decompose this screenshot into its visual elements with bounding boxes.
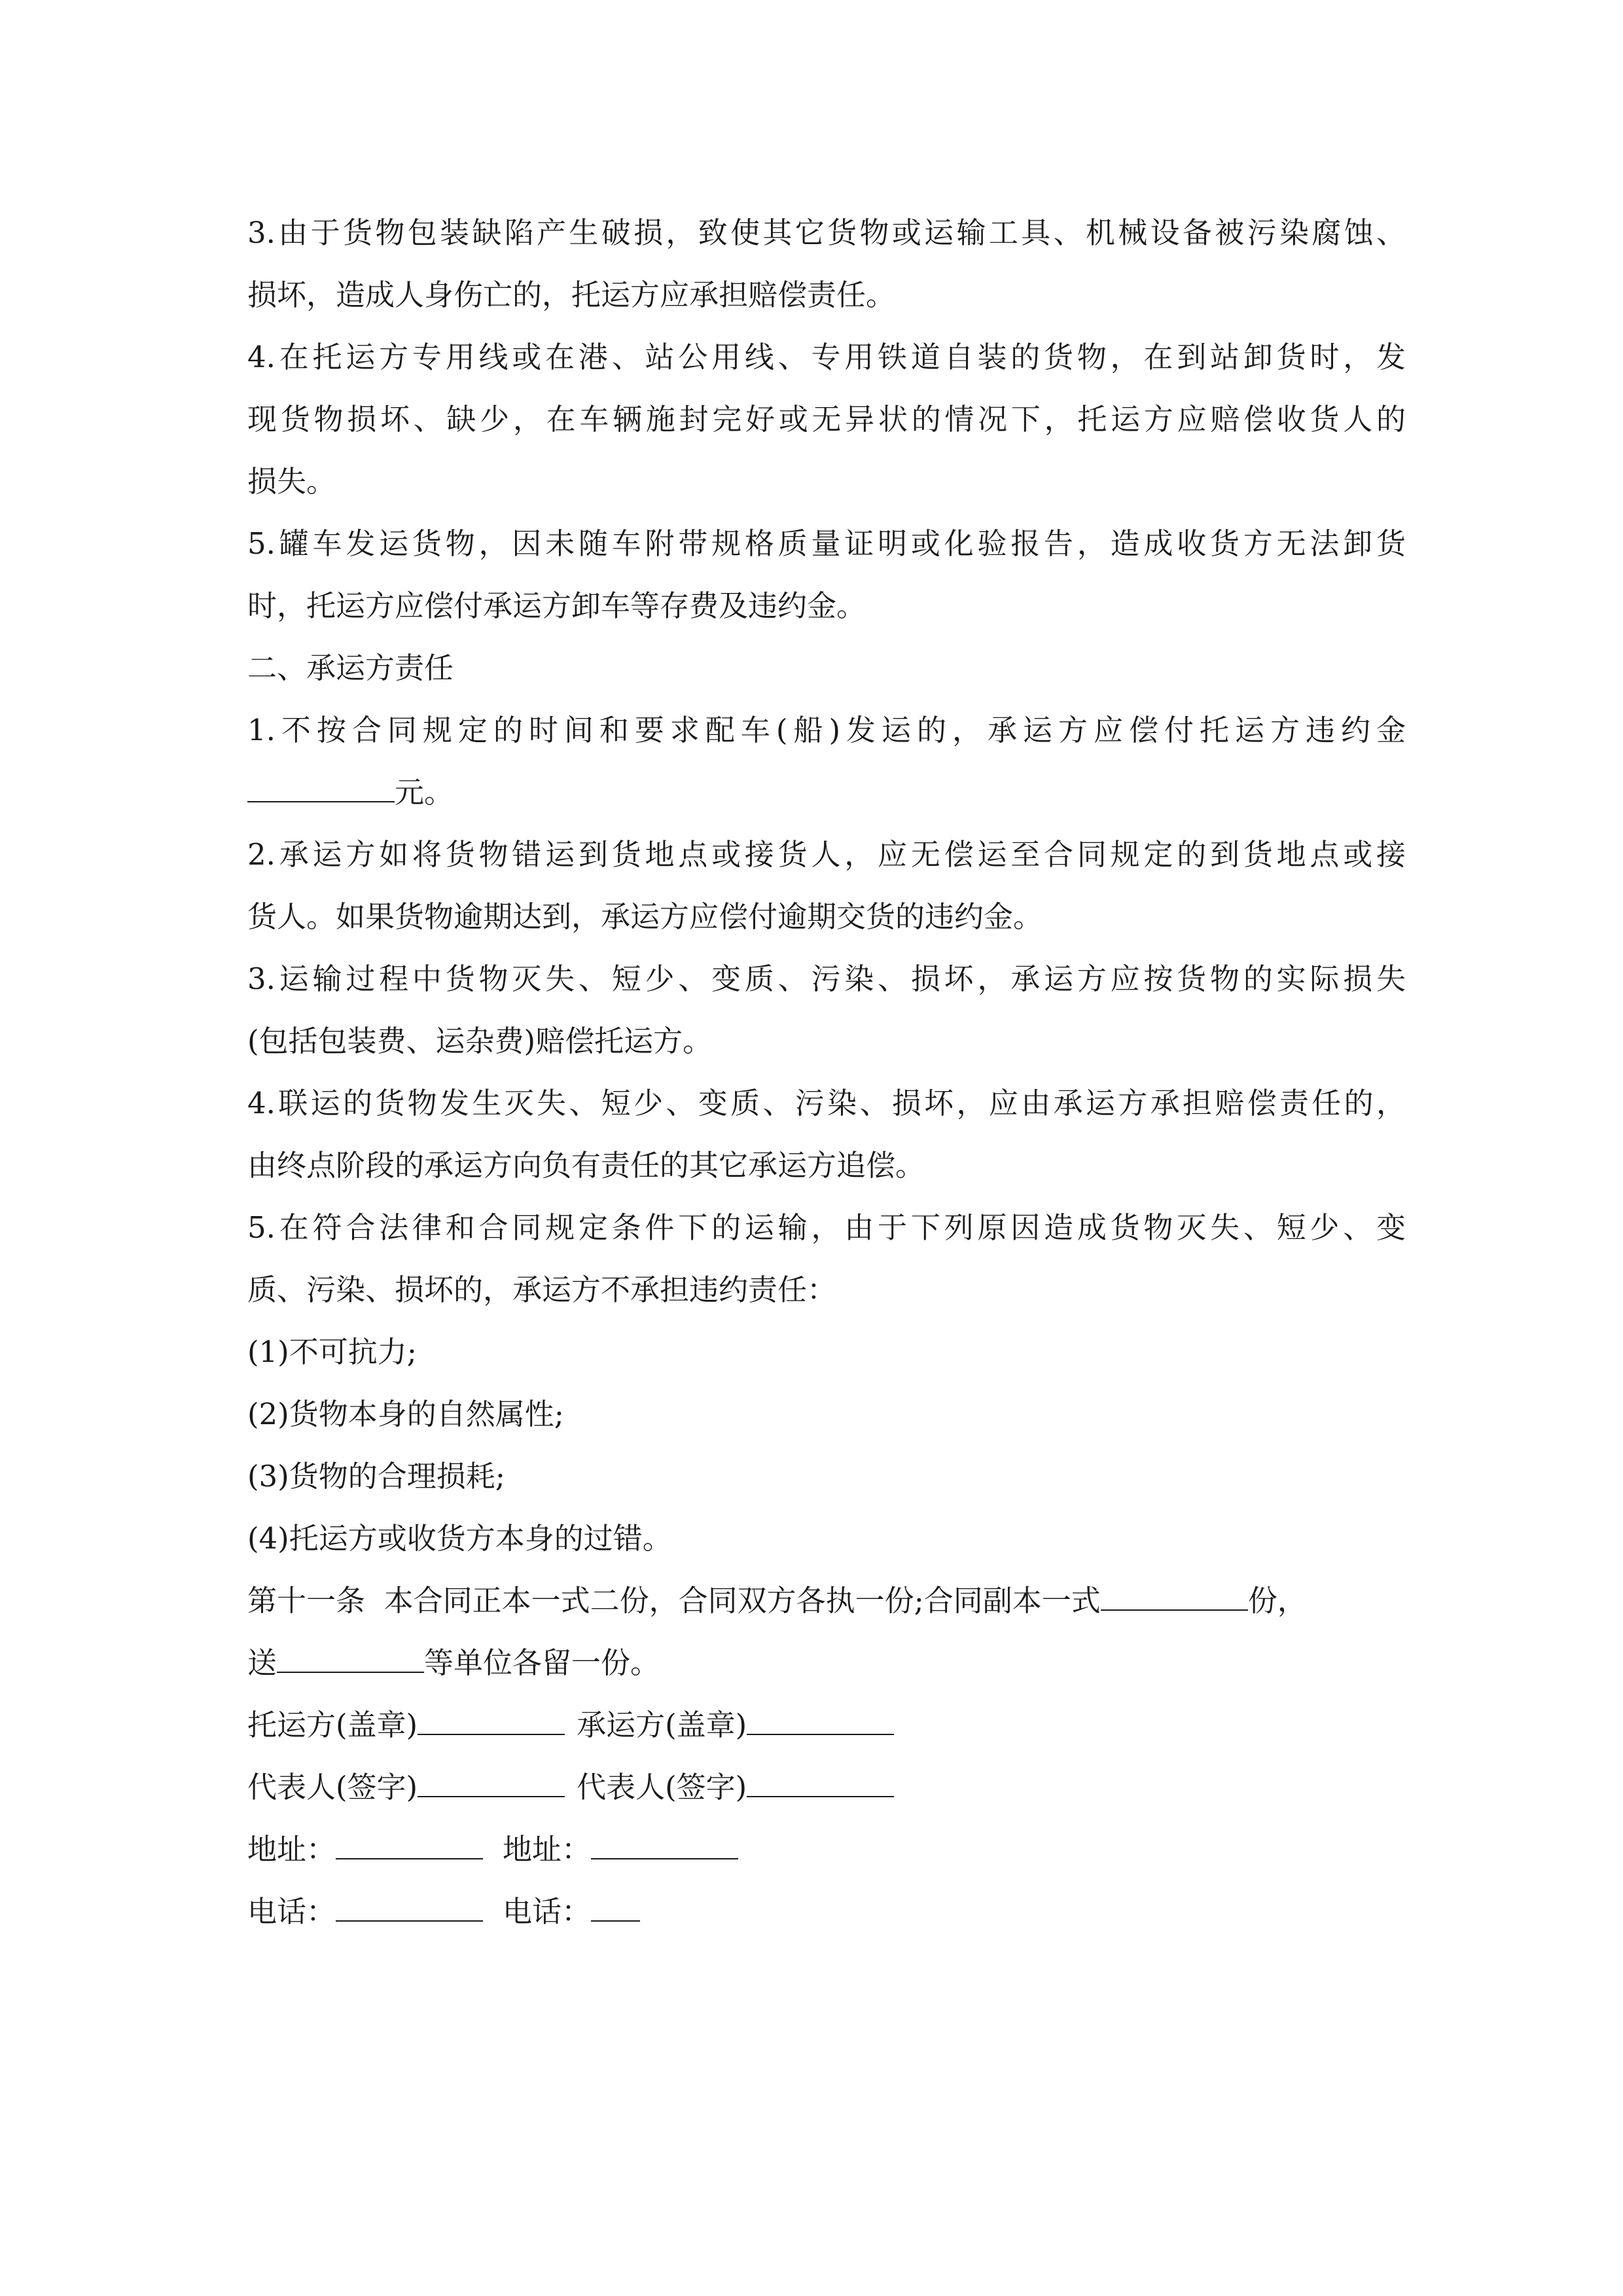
carrier-seal-label: 承运方(盖章) <box>577 1708 747 1742</box>
recipient-units-blank[interactable] <box>277 1638 424 1673</box>
article11-text-part3: 等单位各留一份。 <box>424 1645 660 1680</box>
carrier-address-label: 地址： <box>503 1832 592 1867</box>
carrier-rep-blank[interactable] <box>747 1762 894 1797</box>
carrier-item2-line1: 2.承运方如将货物错运到货地点或接货人，应无偿运至合同规定的到货地点或接 <box>247 837 1406 872</box>
article11-text-part2: 份， <box>1247 1583 1307 1618</box>
consignor-item5-line2: 时，托运方应偿付承运方卸车等存费及违约金。 <box>247 588 866 623</box>
consignor-item3-line2: 损坏，造成人身伤亡的，托运方应承担赔偿责任。 <box>247 278 896 312</box>
representative-row <box>247 1756 1406 1818</box>
article11-line1 <box>247 1570 1406 1632</box>
exemption-4: (4)托运方或收货方本身的过错。 <box>247 1521 672 1556</box>
consignor-item4-line2: 现货物损坏、缺少，在车辆施封完好或无异状的情况下，托运方应赔偿收货人的 <box>247 402 1406 437</box>
consignor-item4-line1: 4.在托运方专用线或在港、站公用线、专用铁道自装的货物，在到站卸货时，发 <box>247 340 1406 374</box>
carrier-item1-line1: 1.不按合同规定的时间和要求配车(船)发运的，承运方应偿付托运方违约金 <box>247 713 1406 747</box>
carrier-item4-line2: 由终点阶段的承运方向负有责任的其它承运方追偿。 <box>247 1148 925 1183</box>
contract-page <box>247 202 1406 1943</box>
seal-row <box>247 1694 1406 1756</box>
consignor-address-label: 地址： <box>247 1832 336 1867</box>
carrier-address-blank[interactable] <box>591 1824 738 1859</box>
consignor-item3-line1: 3.由于货物包装缺陷产生破损，致使其它货物或运输工具、机械设备被污染腐蚀、 <box>247 215 1406 250</box>
address-row <box>247 1818 1406 1880</box>
article11-text-part1: 第十一条 本合同正本一式二份，合同双方各执一份;合同副本一式 <box>247 1583 1101 1618</box>
exemption-2: (2)货物本身的自然属性; <box>247 1397 564 1431</box>
exemption-1: (1)不可抗力; <box>247 1335 417 1369</box>
carrier-item5-line1: 5.在符合法律和合同规定条件下的运输，由于下列原因造成货物灭失、短少、变 <box>247 1210 1406 1245</box>
carrier-item2-line2: 货人。如果货物逾期达到，承运方应偿付逾期交货的违约金。 <box>247 899 1043 934</box>
carrier-item1-suffix: 元。 <box>395 775 454 810</box>
phone-row <box>247 1880 1406 1943</box>
carrier-rep-label: 代表人(签字) <box>577 1770 747 1804</box>
carrier-phone-label: 电话： <box>503 1894 592 1929</box>
article11-line2 <box>247 1632 1406 1694</box>
carrier-item3-line2: (包括包装费、运杂费)赔偿托运方。 <box>247 1024 713 1058</box>
carrier-phone-blank[interactable] <box>591 1886 640 1922</box>
penalty-amount-blank[interactable] <box>247 767 395 802</box>
consignor-item4-line3: 损失。 <box>247 464 336 499</box>
article11-send-to-label: 送 <box>247 1645 277 1680</box>
carrier-heading: 二、承运方责任 <box>247 651 454 685</box>
consignor-seal-label: 托运方(盖章) <box>247 1708 418 1742</box>
exemption-3: (3)货物的合理损耗; <box>247 1459 505 1494</box>
consignor-item5-line1: 5.罐车发运货物，因未随车附带规格质量证明或化验报告，造成收货方无法卸货 <box>247 526 1406 561</box>
consignor-rep-label: 代表人(签字) <box>247 1770 418 1804</box>
consignor-phone-blank[interactable] <box>336 1886 483 1922</box>
carrier-item1-line2 <box>247 761 1406 823</box>
carrier-seal-blank[interactable] <box>747 1700 894 1735</box>
consignor-seal-blank[interactable] <box>418 1700 565 1735</box>
consignor-phone-label: 电话： <box>247 1894 336 1929</box>
consignor-rep-blank[interactable] <box>418 1762 565 1797</box>
carrier-item4-line1: 4.联运的货物发生灭失、短少、变质、污染、损坏，应由承运方承担赔偿责任的， <box>247 1086 1406 1121</box>
copies-count-blank[interactable] <box>1101 1575 1248 1611</box>
carrier-item5-line2: 质、污染、损坏的，承运方不承担违约责任： <box>247 1272 837 1307</box>
consignor-address-blank[interactable] <box>336 1824 483 1859</box>
carrier-item3-line1: 3.运输过程中货物灭失、短少、变质、污染、损坏，承运方应按货物的实际损失 <box>247 961 1406 996</box>
